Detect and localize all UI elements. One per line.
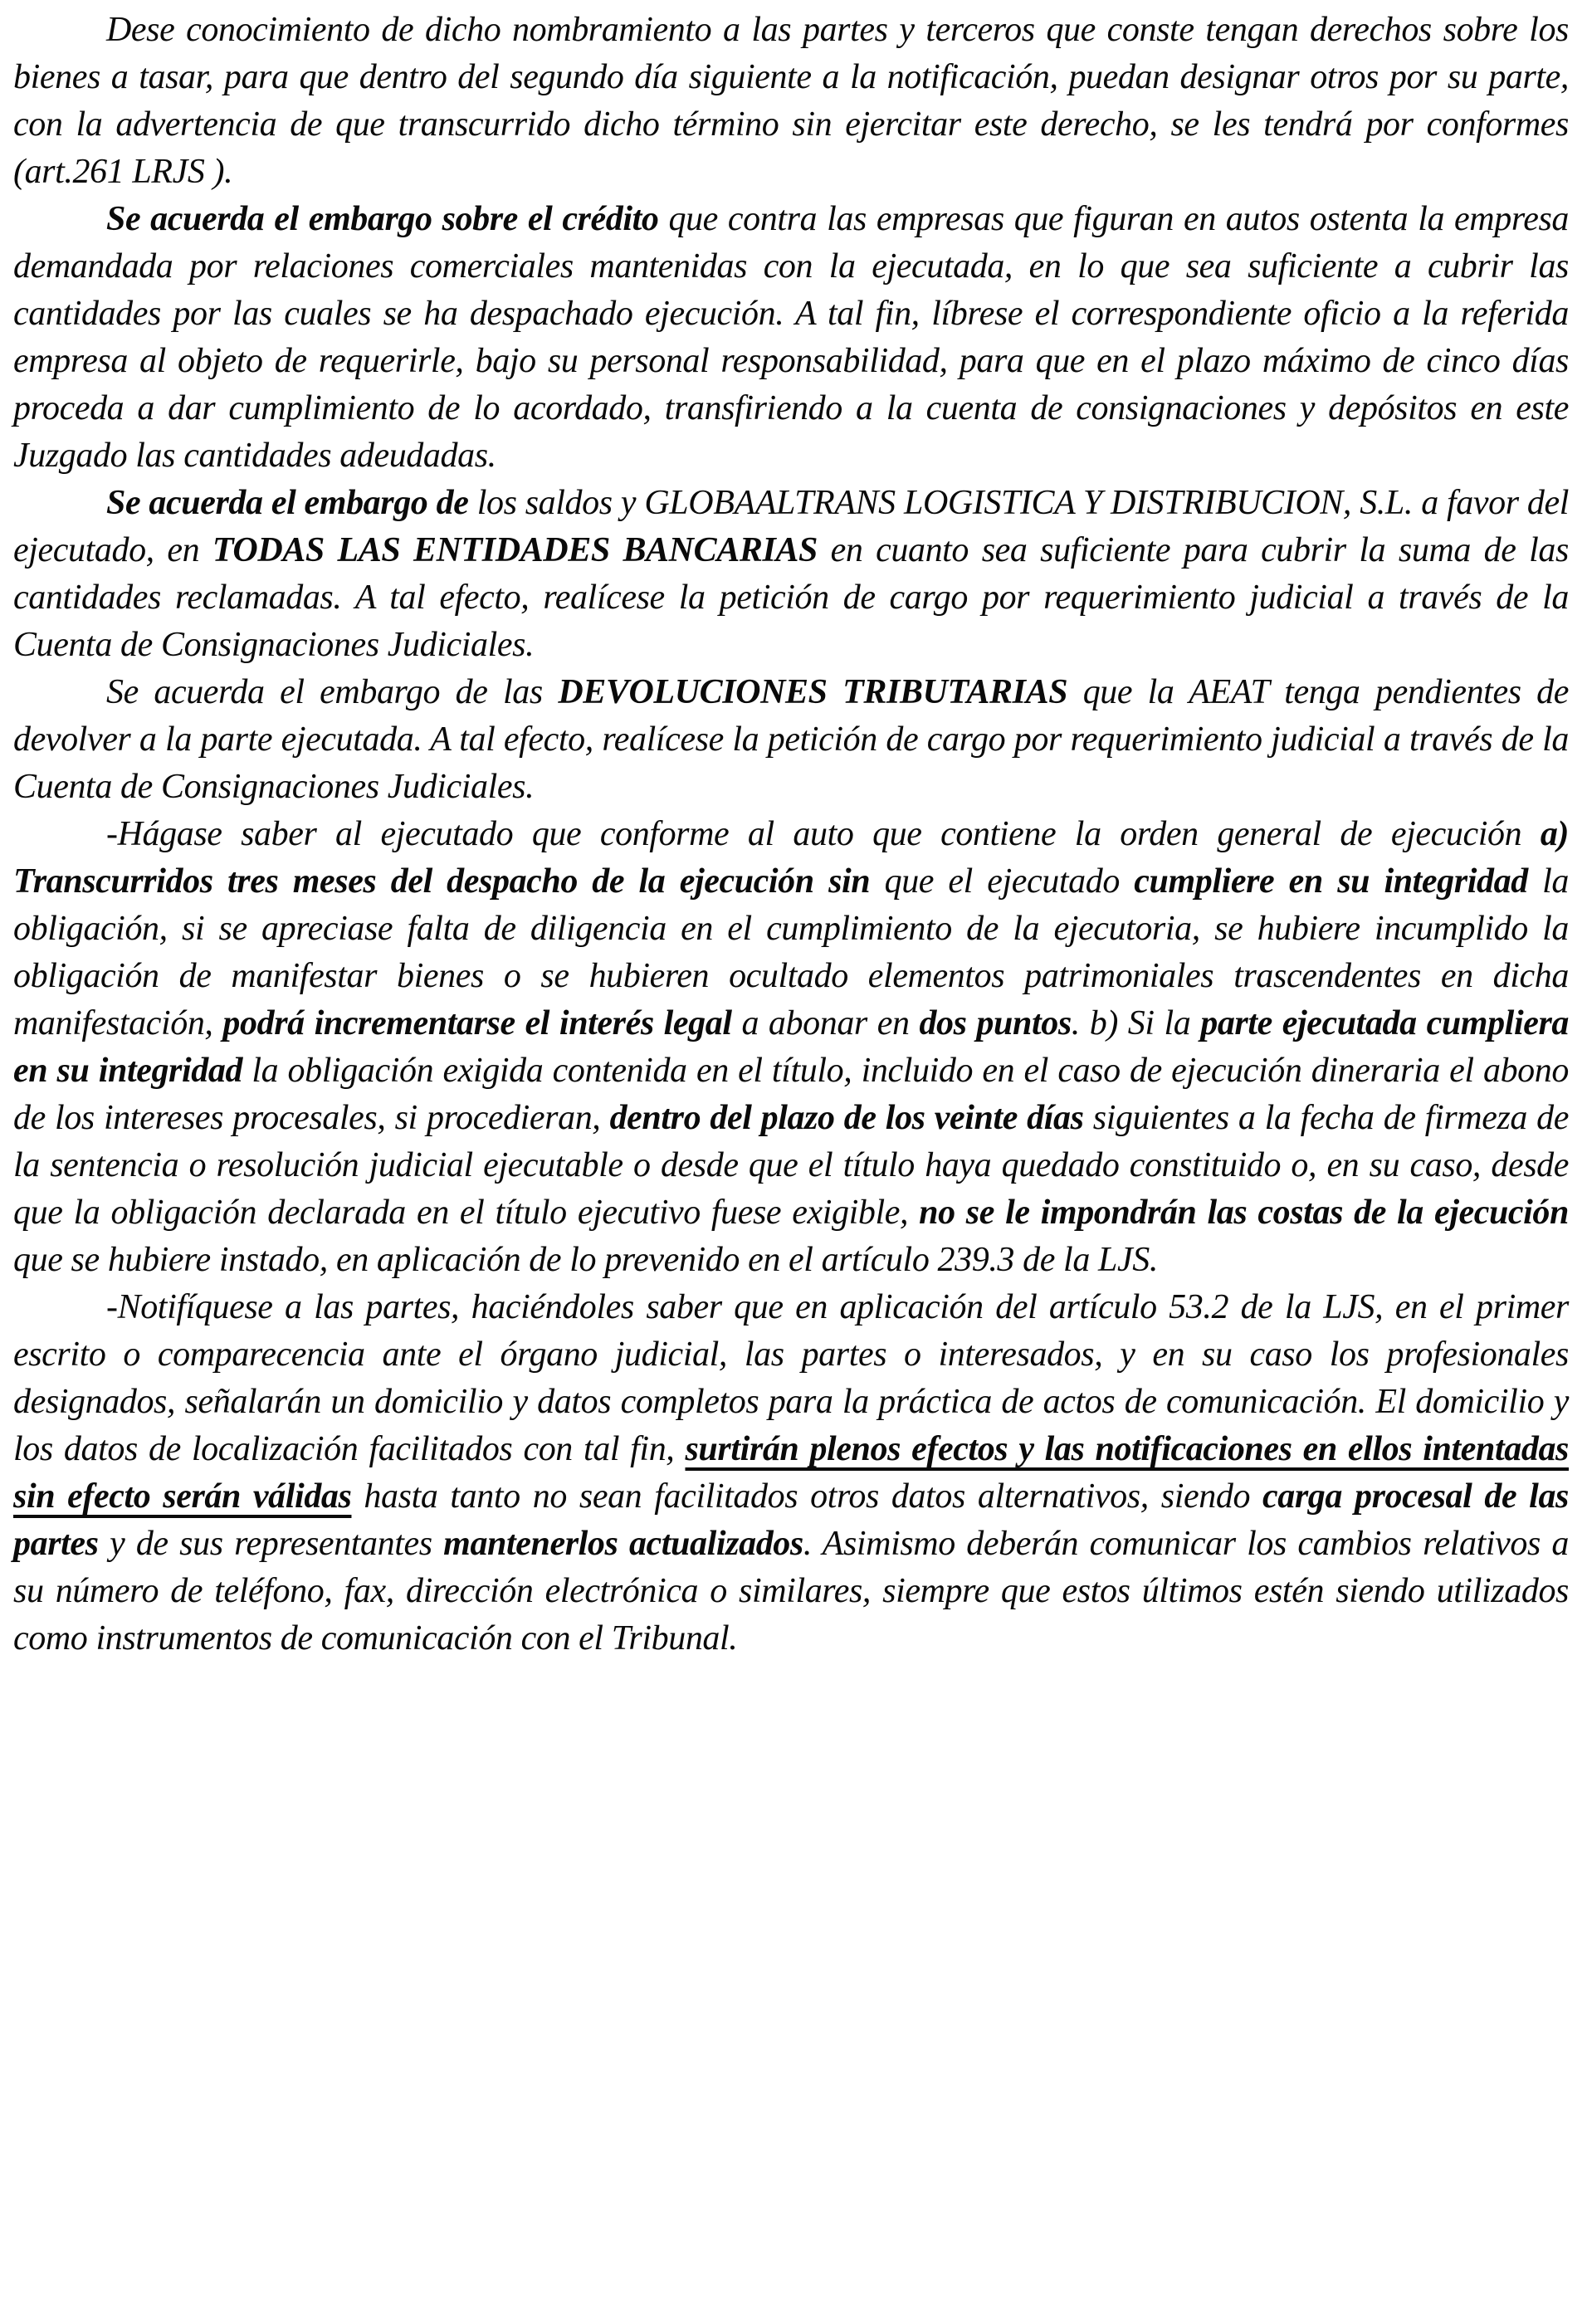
paragraph-advertencia-ejecucion (13, 811, 1569, 1284)
text-run: Dese conocimiento de dicho nombramiento a las partes y terceros que conste tengan derechos sobre los bienes a tasar, para que dentro del segundo día siguiente a la notificación, puedan designar otros por su parte, con la advertencia de que transcurrido dicho término sin ejercitar este derecho, se les tendrá por conformes (art.261 LRJS ). (13, 11, 1569, 191)
bold-run: parte ejecutada cumpliera en su integridad (13, 1004, 1569, 1090)
text-run: . b) Si la (1071, 1004, 1201, 1042)
bold-run: dentro del plazo de los veinte días (609, 1099, 1093, 1137)
bold-run: carga procesal de las partes (13, 1477, 1569, 1563)
paragraph-notificacion-partes (13, 1284, 1569, 1662)
text-run: y de sus representantes (110, 1525, 444, 1563)
bold-run: no se le impondrán las costas de la ejecución (919, 1194, 1569, 1232)
text-run: que el ejecutado (884, 862, 1135, 901)
bold-run: Se acuerda el embargo de (106, 484, 477, 522)
text-run: que contra las empresas que figuran en autos ostenta la empresa demandada por relaciones comerciales mantenidas con la ejecutada, en lo que sea suficiente a cubrir las cantidades por las cuales se ha despachado ejecución. A tal fin, líbrese el correspondiente oficio a la referida empresa al objeto de requerirle, bajo su personal responsabilidad, para que en el plazo máximo de cinco días proceda a dar cumplimiento de lo acordado, transfiriendo a la cuenta de consignaciones y depósitos en este Juzgado las cantidades adeudadas. (13, 200, 1569, 475)
bold-run: dos puntos (919, 1004, 1072, 1042)
text-run: la obligación, si se apreciase falta de diligencia en el cumplimiento de la ejecutoria, se hubiere incumplido la obligación de manifestar bienes o se hubieren ocultado elementos patrimoniales trascendentes en dicha manifestación, (13, 862, 1570, 1042)
text-run: Se acuerda el embargo de las (106, 673, 559, 711)
text-run: . Asimismo deberán comunicar los cambios relativos a su número de teléfono, fax, dirección electrónica o similares, siempre que estos últimos estén siendo utilizados como instrumentos de comunicación con el Tribunal. (13, 1525, 1570, 1658)
paragraph-embargo-saldos (13, 480, 1569, 669)
bold-run: Se acuerda el embargo sobre el crédito (106, 200, 669, 238)
text-run: hasta tanto no sean facilitados otros datos alternativos, siendo (351, 1477, 1263, 1516)
bold-underline-run: surtirán plenos efectos y las notificaciones en ellos intentadas sin efecto serán válidas (13, 1430, 1569, 1516)
text-run: a abonar en (741, 1004, 920, 1042)
paragraph-embargo-devoluciones (13, 669, 1569, 811)
bold-run: TODAS LAS ENTIDADES BANCARIAS (212, 531, 831, 569)
text-run: que la AEAT tenga pendientes de devolver a la parte ejecutada. A tal efecto, realícese la petición de cargo por requerimiento judicial a través de la Cuenta de Consignaciones Judiciales. (13, 673, 1569, 806)
text-run: -Hágase saber al ejecutado que conforme al auto que contiene la orden general de ejecución (106, 815, 1541, 853)
text-run: los saldos y GLOBAALTRANS LOGISTICA Y DISTRIBUCION, S.L. a favor del ejecutado, en (13, 484, 1569, 569)
bold-run: podrá incrementarse el interés legal (222, 1004, 742, 1042)
bold-run: DEVOLUCIONES TRIBUTARIAS (558, 673, 1083, 711)
bold-run: a) Transcurridos tres meses del despacho de la ejecución sin (13, 815, 1569, 901)
text-run: -Notifíquese a las partes, haciéndoles saber que en aplicación del artículo 53.2 de la LJS, en el primer escrito o comparecencia ante el órgano judicial, las partes o interesados, y en su caso los profesionales designados, señalarán un domicilio y datos completos para la práctica de actos de comunicación. El domicilio y los datos de localización facilitados con tal fin, (13, 1288, 1569, 1468)
bold-run: cumpliere en su integridad (1134, 862, 1543, 901)
text-run: la obligación exigida contenida en el título, incluido en el caso de ejecución dineraria el abono de los intereses procesales, si procedieran, (13, 1052, 1569, 1137)
text-run: siguientes a la fecha de firmeza de la sentencia o resolución judicial ejecutable o desde que el título haya quedado constituido o, en su caso, desde que la obligación declarada en el título ejecutivo fuese exigible, (13, 1099, 1570, 1232)
text-run: que se hubiere instado, en aplicación de lo prevenido en el artículo 239.3 de la LJS. (13, 1241, 1158, 1279)
paragraph-nombramiento-peritos (13, 7, 1569, 196)
paragraph-embargo-credito (13, 196, 1569, 480)
bold-run: mantenerlos actualizados (443, 1525, 803, 1563)
text-run: en cuanto sea suficiente para cubrir la suma de las cantidades reclamadas. A tal efecto, realícese la petición de cargo por requerimiento judicial a través de la Cuenta de Consignaciones Judiciales. (13, 531, 1569, 664)
